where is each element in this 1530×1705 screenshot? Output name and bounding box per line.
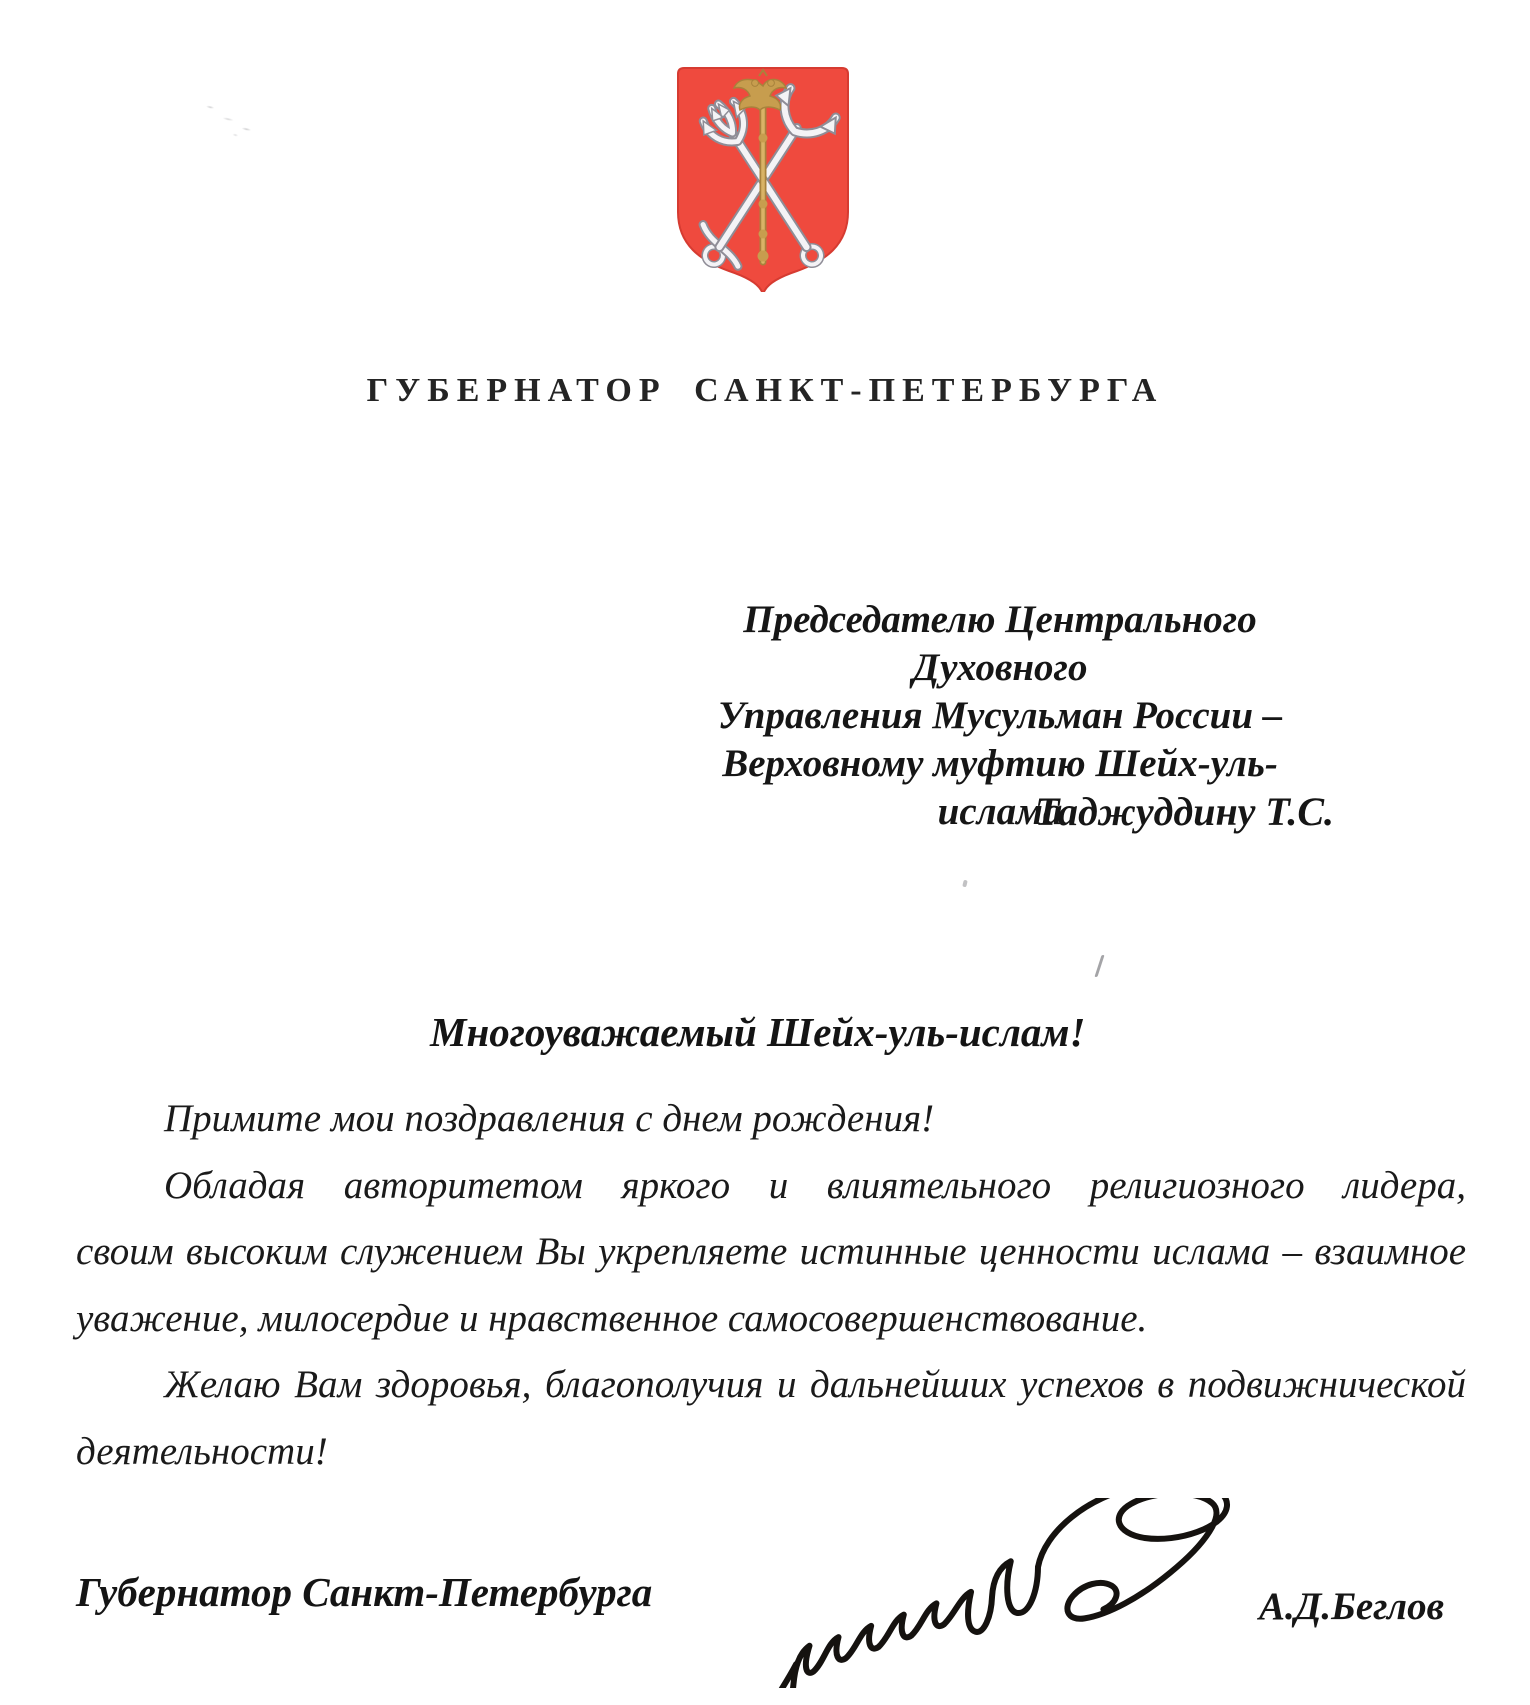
addressee-name: Таджуддину Т.С. [1034,789,1334,834]
scan-speck [962,880,968,888]
body-paragraph-line: деятельности! [76,1429,328,1473]
body-paragraph-line: своим высоким служением Вы укрепляете истинные ценности ислама – взаимное [76,1230,1466,1273]
body-paragraph-line: уважение, милосердие и нравственное самосовершенствование. [76,1296,1148,1340]
addressee-line-2: Управления Мусульман России – [717,694,1283,737]
addressee-line-1: Председателю Центрального Духовного [743,598,1257,689]
body-paragraph-line: Обладая авторитетом яркого и влиятельного религиозного лидера, [164,1163,1466,1207]
scan-smudge [189,92,276,148]
addressee-line-3: Верховному муфтию Шейх-уль-ислама [722,742,1278,833]
signature-position-title: Губернатор Санкт-Петербурга [76,1569,653,1615]
scan-tick-mark [1094,955,1104,977]
letter-body [76,1086,1466,1485]
signature-autograph [724,1498,1344,1688]
salutation-line: Многоуважаемый Шейх-уль-ислам! [430,1009,1086,1055]
letterhead-title: ГУБЕРНАТОР САНКТ-ПЕТЕРБУРГА [366,372,1164,409]
coat-of-arms-icon [672,64,854,292]
body-paragraph-line: Примите мои поздравления с днем рождения! [164,1097,935,1140]
body-paragraph-line: Желаю Вам здоровья, благополучия и дальнейших успехов в подвижнической [164,1363,1466,1406]
signer-name: А.Д.Беглов [1258,1585,1444,1628]
